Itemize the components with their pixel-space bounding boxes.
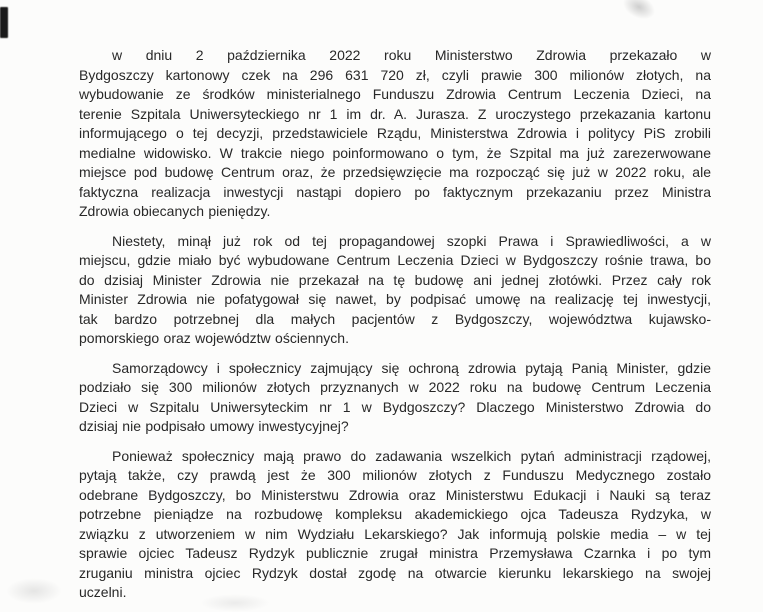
text-line: odebrane Bydgoszczy, bo Ministerstwu Zdrowia oraz Ministerstwu Edukacji i Nauki są teraz (79, 486, 711, 503)
paragraph-1 (79, 46, 711, 222)
text-line: pytają także, czy prawdą jest że 300 milionów złotych z Funduszu Medycznego zostało (79, 467, 711, 483)
text-line: Bydgoszczy kartonowy czek na 296 631 720 zł, czyli prawie 300 milionów złotych, na (79, 66, 711, 83)
text-line: Zdrowia obiecanych pieniędzy. (79, 203, 271, 219)
text-line: Minister Zdrowia nie pofatygował się nawet, by podpisać umowę na realizację tej inwestycji, (79, 291, 711, 307)
text-line: związku z utworzeniem w nim Wydziału Lekarskiego? Jak informują polskie media – w tej (79, 525, 711, 542)
text-line: Samorządowcy i społecznicy zajmujący się ochroną zdrowia pytają Panią Minister, gdzie (112, 359, 711, 376)
scan-artifact-corner-mark (0, 7, 8, 38)
text-line: do dzisiaj Minister Zdrowia nie przekazał na tę budowę ani jednej złotówki. Przez cały rok (79, 271, 711, 288)
paragraph-4 (79, 447, 711, 603)
document-body (79, 46, 711, 603)
text-line: sprawie ojciec Tadeusz Rydzyk publicznie zrugał ministra Przemysława Czarnka i po tym (79, 545, 711, 561)
text-line: potrzebne pieniądze na rozbudowę kompleksu akademickiego ojca Tadeusza Rydzyka, w (79, 506, 711, 522)
text-line: podziało się 300 milionów złotych przyznanych w 2022 roku na budowę Centrum Leczenia (79, 379, 711, 395)
text-line: wybudowanie ze środków ministerialnego Funduszu Zdrowia Centrum Leczenia Dzieci, na (79, 86, 711, 102)
text-line: w dniu 2 października 2022 roku Ministerstwo Zdrowia przekazało w (112, 47, 711, 63)
text-line: Ponieważ społecznicy mają prawo do zadawania wszelkich pytań administracji rządowej, (112, 447, 711, 464)
scan-smudge-bottom-left (6, 578, 62, 604)
scan-smudge-top-right (619, 0, 659, 24)
text-line: tak bardzo potrzebnej dla małych pacjentów z Bydgoszczy, województwa kujawsko- (79, 310, 711, 327)
text-line: faktyczna realizacja inwestycji nastąpi dopiero po faktycznym przekazaniu przez Ministra (79, 183, 711, 200)
text-line: uczelni. (79, 584, 127, 600)
text-line: pomorskiego oraz województw ościennych. (79, 330, 349, 346)
text-line: terenie Szpitala Uniwersyteckiego nr 1 im dr. A. Jurasza. Z uroczystego przekazania kartonu (79, 105, 711, 122)
text-line: informującego o tej decyzji, przedstawiciele Rządu, Ministerstwa Zdrowia i politycy PiS zrobili (79, 125, 711, 141)
text-line: medialne widowisko. W trakcie niego poinformowano o tym, że Szpital ma już zarezerwowane (79, 144, 711, 161)
text-line: Dzieci w Szpitalu Uniwersyteckim nr 1 w Bydgoszczy? Dlaczego Ministerstwo Zdrowia do (79, 398, 711, 415)
paragraph-3 (79, 359, 711, 437)
text-line: miejscu, gdzie miało być wybudowane Centrum Leczenia Dzieci w Bydgoszczy rośnie trawa, bo (79, 252, 711, 268)
paragraph-2 (79, 232, 711, 349)
text-line: miejsce pod budowę Centrum oraz, że przedsięwzięcie ma rozpocząć się już w 2022 roku, ale (79, 164, 711, 180)
text-line: Niestety, minął już rok od tej propagandowej szopki Prawa i Sprawiedliwości, a w (112, 232, 711, 249)
text-line: dzisiaj nie podpisało umowy inwestycyjnej? (79, 418, 349, 434)
text-line: zruganiu ministra ojciec Rydzyk dostał zgodę na otwarcie kierunku lekarskiego na swojej (79, 564, 711, 581)
